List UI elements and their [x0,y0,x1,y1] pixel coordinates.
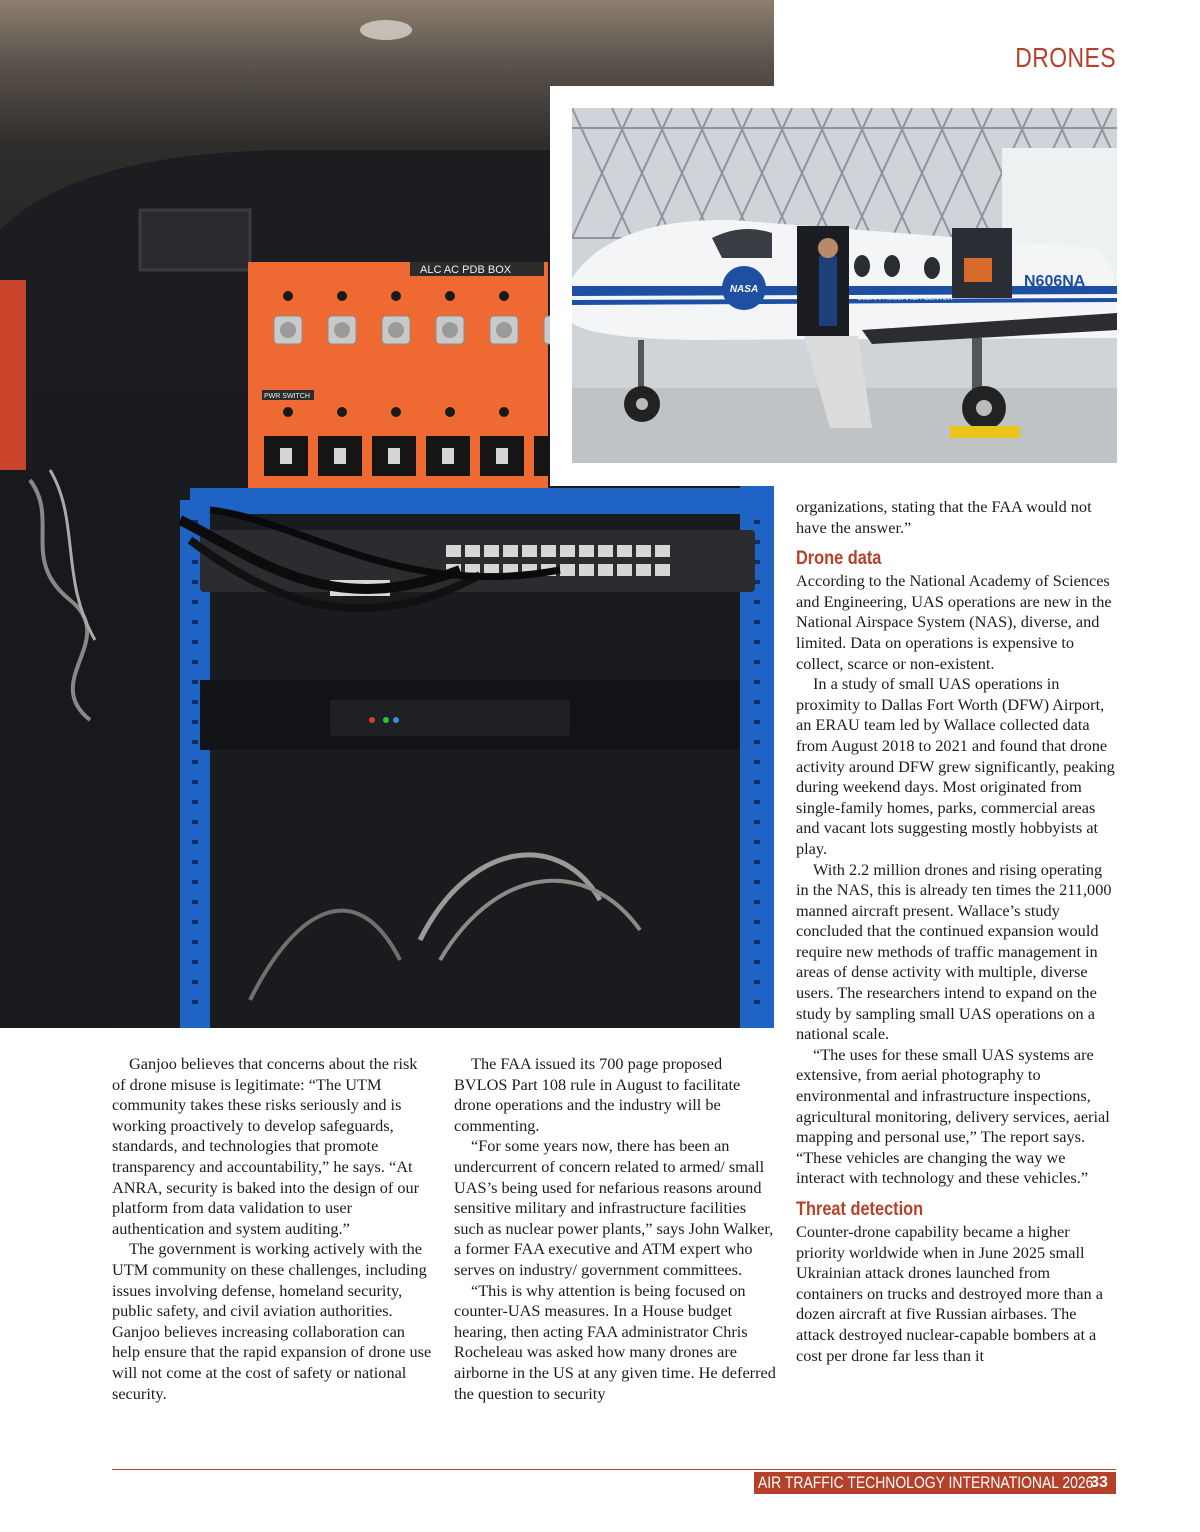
paragraph: With 2.2 million drones and rising operating in the NAS, this is already ten times the 211,000 manned aircraft present. Wallace’s study concluded that the continued expansion would require new methods of traffic management in areas of dense activity with multiple, diverse users. The researchers intend to expand on the study by sampling small UAS operations on a national scale. [796,859,1112,1044]
subhead-drone-data: Drone data [796,548,882,570]
article-column-3 [796,497,1118,1366]
page-number: 33 [1090,1474,1108,1491]
fuselage-text: GLENN RESEARCH CENTER [857,295,953,302]
article-column-2 [454,1054,776,1404]
footer-rule [112,1469,1116,1470]
section-tag: DRONES [1015,42,1116,73]
network-switch [200,530,755,592]
paragraph: “For some years now, there has been an undercurrent of concern related to armed/ small UAS’s being used for nefarious reasons around sensitive military and infrastructure facilities such as nuclear power plants,” says John Walker, a former FAA executive and ATM expert who serves on industry/ government committees. [454,1136,774,1279]
nasa-aircraft-photo [572,108,1117,463]
aircraft-registration: N606NA [1024,273,1086,290]
nasa-insignia-text: NASA [729,284,759,295]
subhead-threat-detection: Threat detection [796,1199,924,1220]
paragraph: According to the National Academy of Sciences and Engineering, UAS operations are new in the National Airspace System (NAS), diverse, and limited. Data on operations is expensive to collect, scarce or non-existent. [796,571,1112,673]
footer-publication: AIR TRAFFIC TECHNOLOGY INTERNATIONAL 2026 [758,1473,1094,1492]
pwr-switch-label: PWR SWITCH [264,393,310,400]
paragraph: Counter-drone capability became a higher priority worldwide when in June 2025 small Ukrainian attack drones launched from containers on trucks and destroyed more than a dozen aircraft at five Russian airbases. The attack destroyed nuclear-capable bombers at a cost per drone far less than it [796,1222,1103,1365]
paragraph: The FAA issued its 700 page proposed BVLOS Part 108 rule in August to facilitate drone operations and the industry will be commenting. [454,1054,741,1135]
paragraph: “The uses for these small UAS systems are extensive, from aerial photography to environmental and infrastructure inspections, agricultural monitoring, delivery services, aerial mapping and personal use,” The report says. “These vehicles are changing the way we interact with technology and these vehicles.” [796,1044,1110,1188]
paragraph: Ganjoo believes that concerns about the risk of drone misuse is legitimate: “The UTM community takes these risks seriously and is working proactively to develop safeguards, standards, and technologies that promote transparency and accountability,” he says. “At ANRA, security is baked into the design of our platform from data validation to user authentication and system auditing.” [112,1054,420,1238]
paragraph: The government is working actively with the UTM community on these challenges, including issues involving defense, homeland security, public safety, and civil aviation authorities. Ganjoo believes increasing collaboration can help ensure that the rapid expansion of drone use will not come at the cost of safety or national security. [112,1239,432,1403]
article-column-1 [112,1054,434,1404]
paragraph: “This is why attention is being focused on counter-UAS measures. In a House budget hearing, then acting FAA administrator Chris Rocheleau was asked how many drones are airborne in the US at any given time. He deferred the question to security [454,1280,776,1403]
paragraph: organizations, stating that the FAA would not have the answer.” [796,497,1092,537]
paragraph: In a study of small UAS operations in proximity to Dallas Fort Worth (DFW) Airport, an ERAU team led by Wallace collected data from August 2018 to 2021 and found that drone activity around DFW grew significantly, peaking during weekend days. Most originated from single-family homes, parks, commercial areas and vacant lots suggesting mostly hobbyists at play. [796,674,1115,858]
pdb-panel-label: ALC AC PDB BOX [420,264,512,276]
